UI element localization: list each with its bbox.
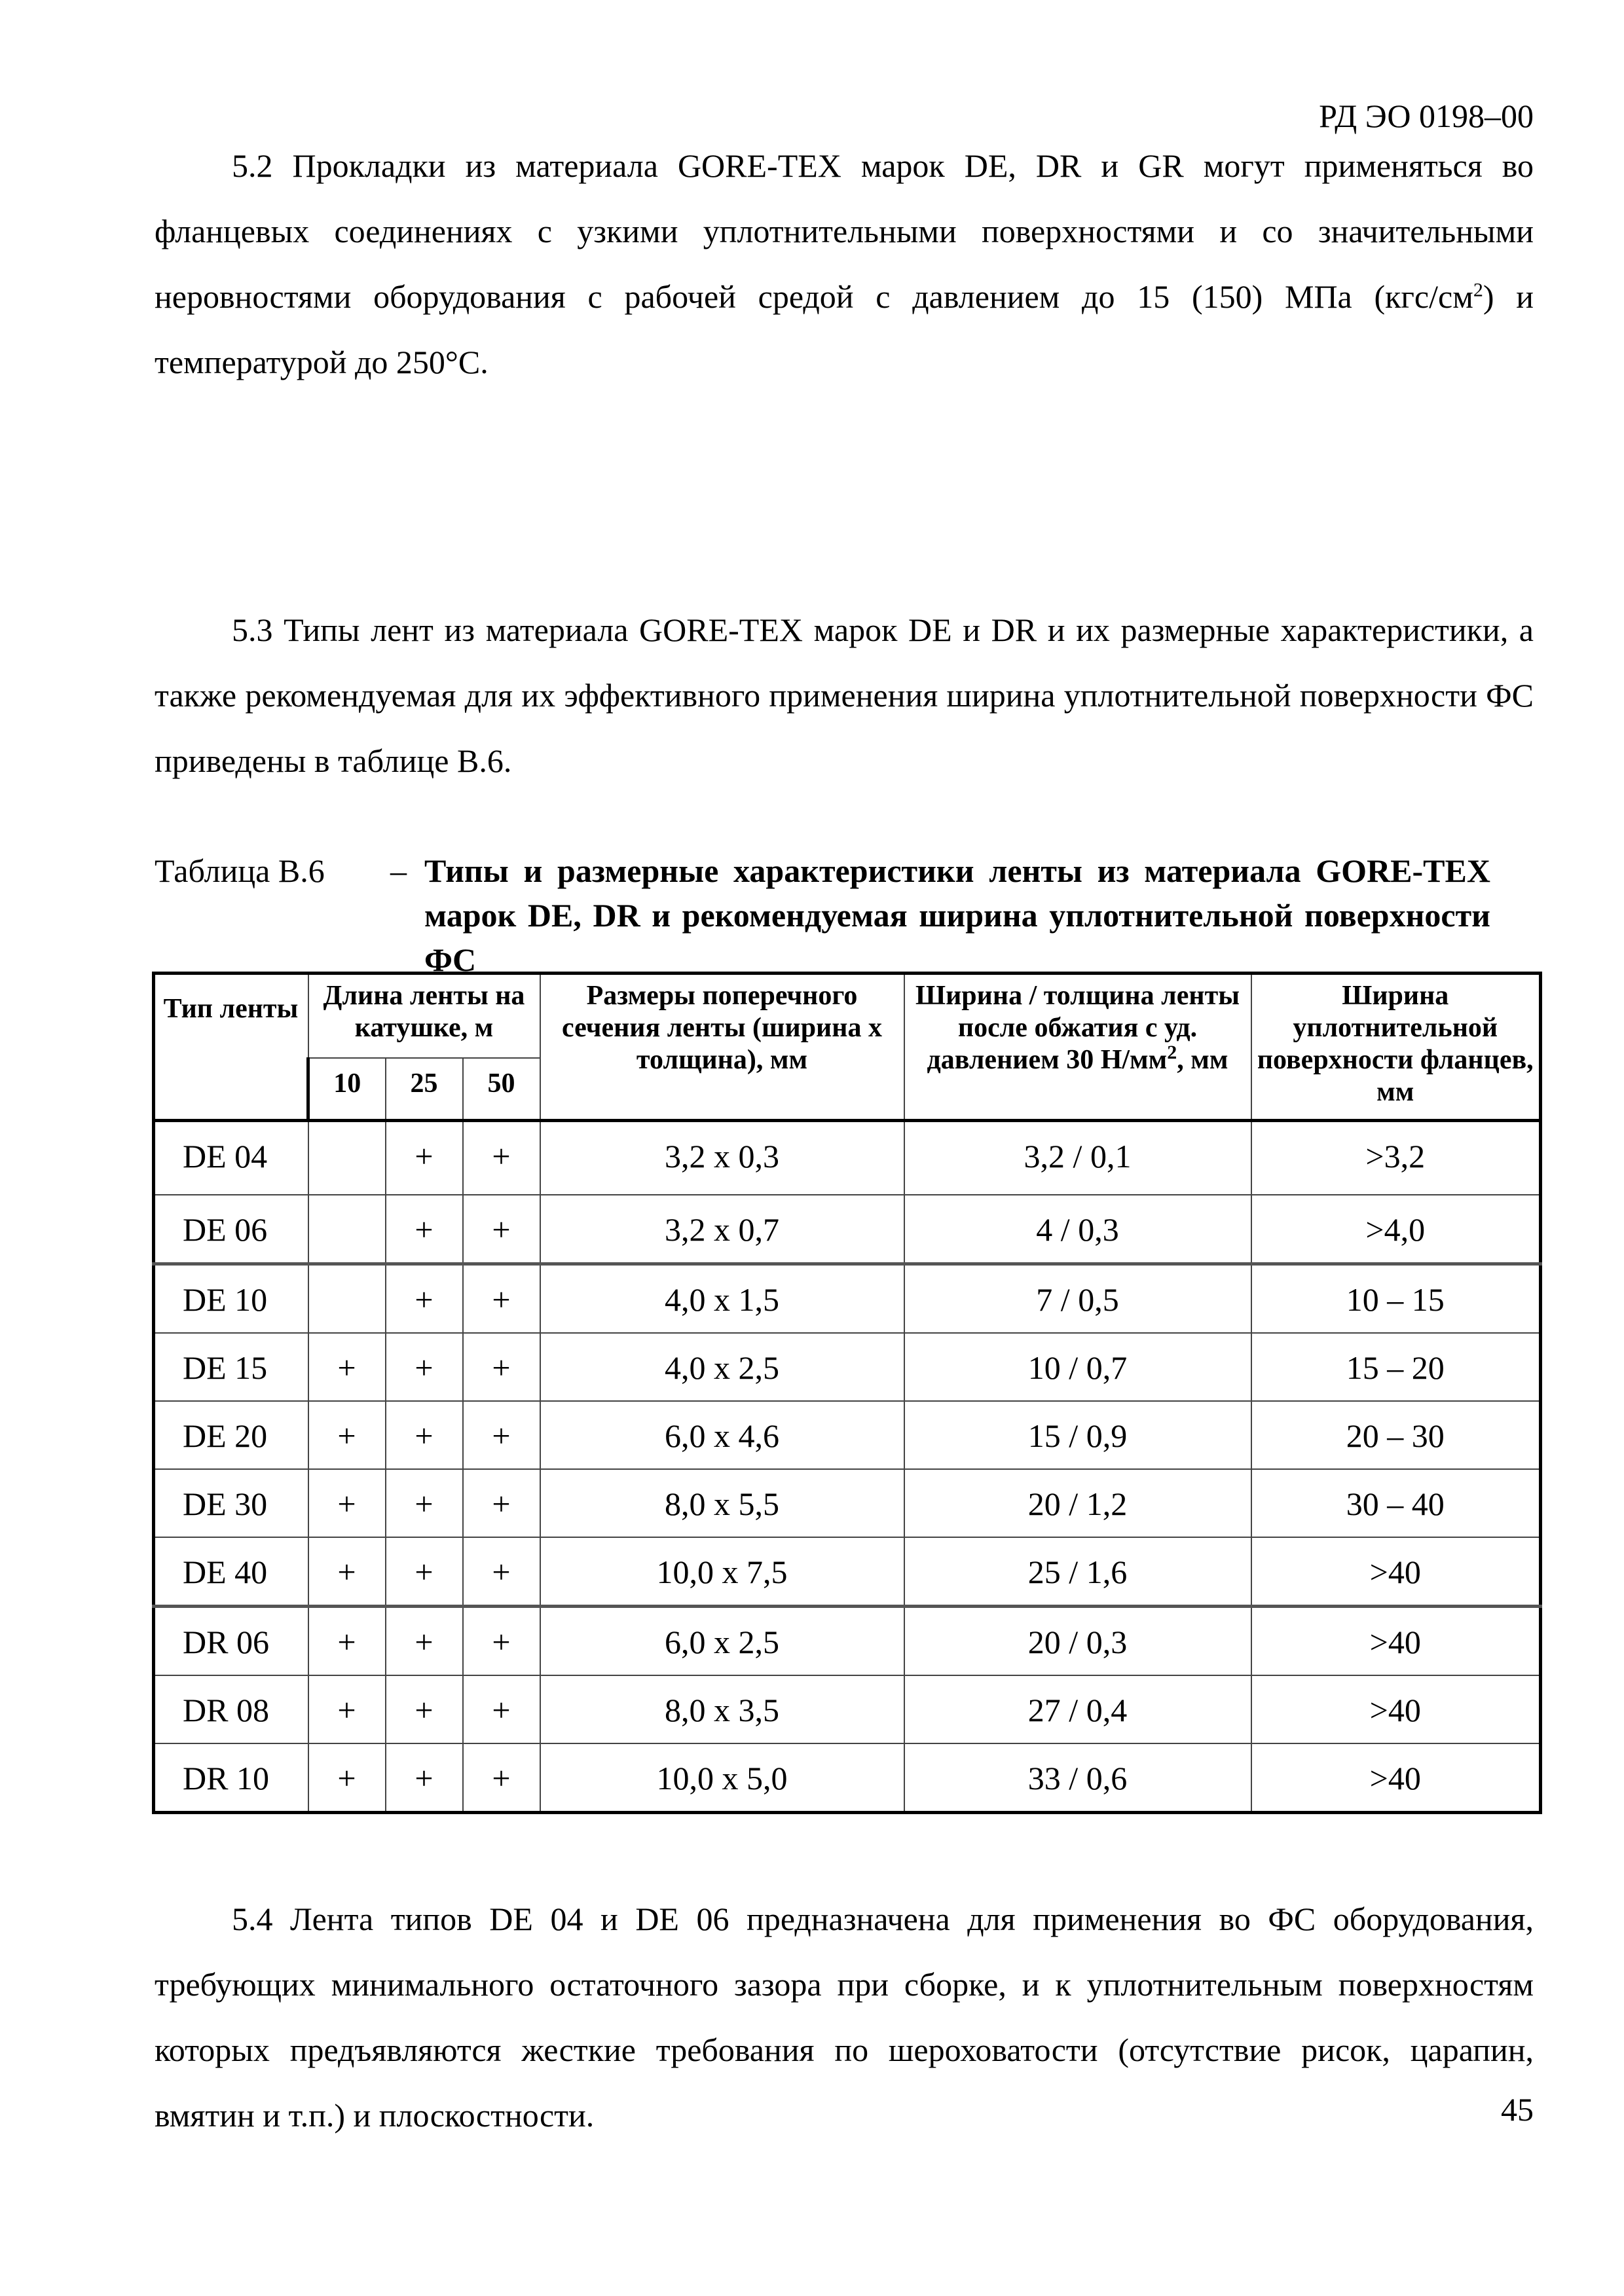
cell-length-50: + — [463, 1743, 540, 1813]
tape-types-table — [152, 972, 1542, 1814]
cell-compressed: 20 / 0,3 — [904, 1607, 1251, 1676]
cell-length-10: + — [308, 1333, 386, 1401]
paragraph-5-4 — [155, 1886, 1534, 2148]
cell-compressed: 15 / 0,9 — [904, 1401, 1251, 1469]
table-row — [154, 1469, 1541, 1537]
cell-length-50: + — [463, 1121, 540, 1195]
cell-length-25: + — [386, 1121, 463, 1195]
cell-length-50: + — [463, 1469, 540, 1537]
cell-type: DE 10 — [154, 1264, 308, 1334]
cell-length-50: + — [463, 1401, 540, 1469]
header-length-50: 50 — [463, 1058, 540, 1121]
cell-flange: >40 — [1251, 1537, 1541, 1607]
cell-length-25: + — [386, 1195, 463, 1264]
table-caption-label: Таблица В.6 — [155, 852, 325, 889]
table-row — [154, 1195, 1541, 1264]
cell-length-50: + — [463, 1333, 540, 1401]
cell-section: 4,0 х 2,5 — [540, 1333, 904, 1401]
header-length-25: 25 — [386, 1058, 463, 1121]
table-row — [154, 1537, 1541, 1607]
cell-length-25: + — [386, 1743, 463, 1813]
cell-section: 10,0 х 5,0 — [540, 1743, 904, 1813]
cell-type: DE 40 — [154, 1537, 308, 1607]
header-length-10: 10 — [308, 1058, 386, 1121]
cell-length-50: + — [463, 1675, 540, 1743]
cell-length-10: + — [308, 1537, 386, 1607]
cell-flange: >40 — [1251, 1607, 1541, 1676]
table-row — [154, 1401, 1541, 1469]
cell-compressed: 25 / 1,6 — [904, 1537, 1251, 1607]
cell-length-50: + — [463, 1607, 540, 1676]
cell-flange: >4,0 — [1251, 1195, 1541, 1264]
cell-flange: >40 — [1251, 1743, 1541, 1813]
cell-length-25: + — [386, 1469, 463, 1537]
header-compressed-superscript: 2 — [1167, 1042, 1177, 1063]
cell-length-10: + — [308, 1469, 386, 1537]
cell-length-10: + — [308, 1743, 386, 1813]
cell-compressed: 10 / 0,7 — [904, 1333, 1251, 1401]
header-compressed — [904, 974, 1251, 1121]
header-compressed-text: Ширина / толщина ленты после обжатия с уд. давлением 30 Н/мм — [915, 981, 1240, 1075]
table-caption-title-text: Типы и размерные характеристики ленты из материала GORE-TEX марок DE, DR и рекомендуемая ширина уплотнительной поверхности ФС — [424, 852, 1490, 978]
cell-compressed: 7 / 0,5 — [904, 1264, 1251, 1334]
table-caption-title — [390, 848, 1490, 982]
cell-type: DR 06 — [154, 1607, 308, 1676]
cell-type: DE 20 — [154, 1401, 308, 1469]
cell-length-25: + — [386, 1401, 463, 1469]
cell-section: 8,0 х 5,5 — [540, 1469, 904, 1537]
cell-type: DR 08 — [154, 1675, 308, 1743]
cell-section: 6,0 х 4,6 — [540, 1401, 904, 1469]
cell-flange: 30 – 40 — [1251, 1469, 1541, 1537]
cell-length-10 — [308, 1264, 386, 1334]
paragraph-5-2-text: 5.2 Прокладки из материала GORE-TEX марок DE, DR и GR могут применяться во фланцевых соединениях с узкими уплотнительными поверхностями и со значительными неровностями оборудования с рабочей средой с давлением до 15 (150) МПа (кгс/см — [155, 147, 1534, 315]
header-type: Тип ленты — [154, 974, 308, 1121]
table-row — [154, 1675, 1541, 1743]
cell-length-10 — [308, 1121, 386, 1195]
table-caption-dash: – — [390, 852, 407, 889]
cell-length-25: + — [386, 1537, 463, 1607]
cell-flange: >3,2 — [1251, 1121, 1541, 1195]
paragraph-5-2-tail: ) и температурой до 250°С. — [155, 278, 1534, 380]
cell-type: DE 04 — [154, 1121, 308, 1195]
header-section: Размеры поперечного сечения ленты (ширина х толщина), мм — [540, 974, 904, 1121]
cell-length-50: + — [463, 1195, 540, 1264]
cell-type: DE 30 — [154, 1469, 308, 1537]
cell-length-50: + — [463, 1264, 540, 1334]
cell-compressed: 20 / 1,2 — [904, 1469, 1251, 1537]
cell-section: 4,0 х 1,5 — [540, 1264, 904, 1334]
paragraph-5-2-superscript: 2 — [1473, 279, 1483, 301]
cell-length-25: + — [386, 1333, 463, 1401]
cell-type: DE 06 — [154, 1195, 308, 1264]
cell-compressed: 27 / 0,4 — [904, 1675, 1251, 1743]
table-row — [154, 1333, 1541, 1401]
paragraph-5-3 — [155, 597, 1534, 793]
cell-length-10 — [308, 1195, 386, 1264]
cell-compressed: 4 / 0,3 — [904, 1195, 1251, 1264]
cell-length-10: + — [308, 1675, 386, 1743]
cell-length-10: + — [308, 1401, 386, 1469]
paragraph-5-3-text: 5.3 Типы лент из материала GORE-TEX марок DE и DR и их размерные характеристики, а также рекомендуемая для их эффективного применения ширина уплотнительной поверхности ФС приведены в таблице В.6. — [155, 611, 1534, 779]
cell-compressed: 33 / 0,6 — [904, 1743, 1251, 1813]
cell-type: DR 10 — [154, 1743, 308, 1813]
cell-compressed: 3,2 / 0,1 — [904, 1121, 1251, 1195]
table-row — [154, 1264, 1541, 1334]
cell-type: DE 15 — [154, 1333, 308, 1401]
paragraph-5-4-text: 5.4 Лента типов DE 04 и DE 06 предназначена для применения во ФС оборудования, требующих минимального остаточного зазора при сборке, и к уплотнительным поверхностям которых предъявляются жесткие требования по шероховатости (отсутствие рисок, царапин, вмятин и т.п.) и плоскостности. — [155, 1901, 1534, 2134]
cell-section: 10,0 х 7,5 — [540, 1537, 904, 1607]
page-number: 45 — [1501, 2091, 1534, 2128]
cell-section: 6,0 х 2,5 — [540, 1607, 904, 1676]
cell-length-10: + — [308, 1607, 386, 1676]
table-row — [154, 1743, 1541, 1813]
cell-flange: 10 – 15 — [1251, 1264, 1541, 1334]
cell-section: 8,0 х 3,5 — [540, 1675, 904, 1743]
header-compressed-tail: , мм — [1177, 1045, 1228, 1075]
cell-section: 3,2 х 0,3 — [540, 1121, 904, 1195]
document-code: РД ЭО 0198–00 — [1319, 98, 1534, 134]
cell-flange: 20 – 30 — [1251, 1401, 1541, 1469]
header-flange: Ширина уплотнительной поверхности фланцев, мм — [1251, 974, 1541, 1121]
cell-length-25: + — [386, 1607, 463, 1676]
paragraph-5-2 — [155, 133, 1534, 395]
cell-length-50: + — [463, 1537, 540, 1607]
cell-flange: >40 — [1251, 1675, 1541, 1743]
cell-length-25: + — [386, 1675, 463, 1743]
cell-flange: 15 – 20 — [1251, 1333, 1541, 1401]
cell-length-25: + — [386, 1264, 463, 1334]
cell-section: 3,2 х 0,7 — [540, 1195, 904, 1264]
table-row — [154, 1607, 1541, 1676]
table-row — [154, 1121, 1541, 1195]
header-length: Длина ленты на катушке, м — [308, 974, 540, 1059]
